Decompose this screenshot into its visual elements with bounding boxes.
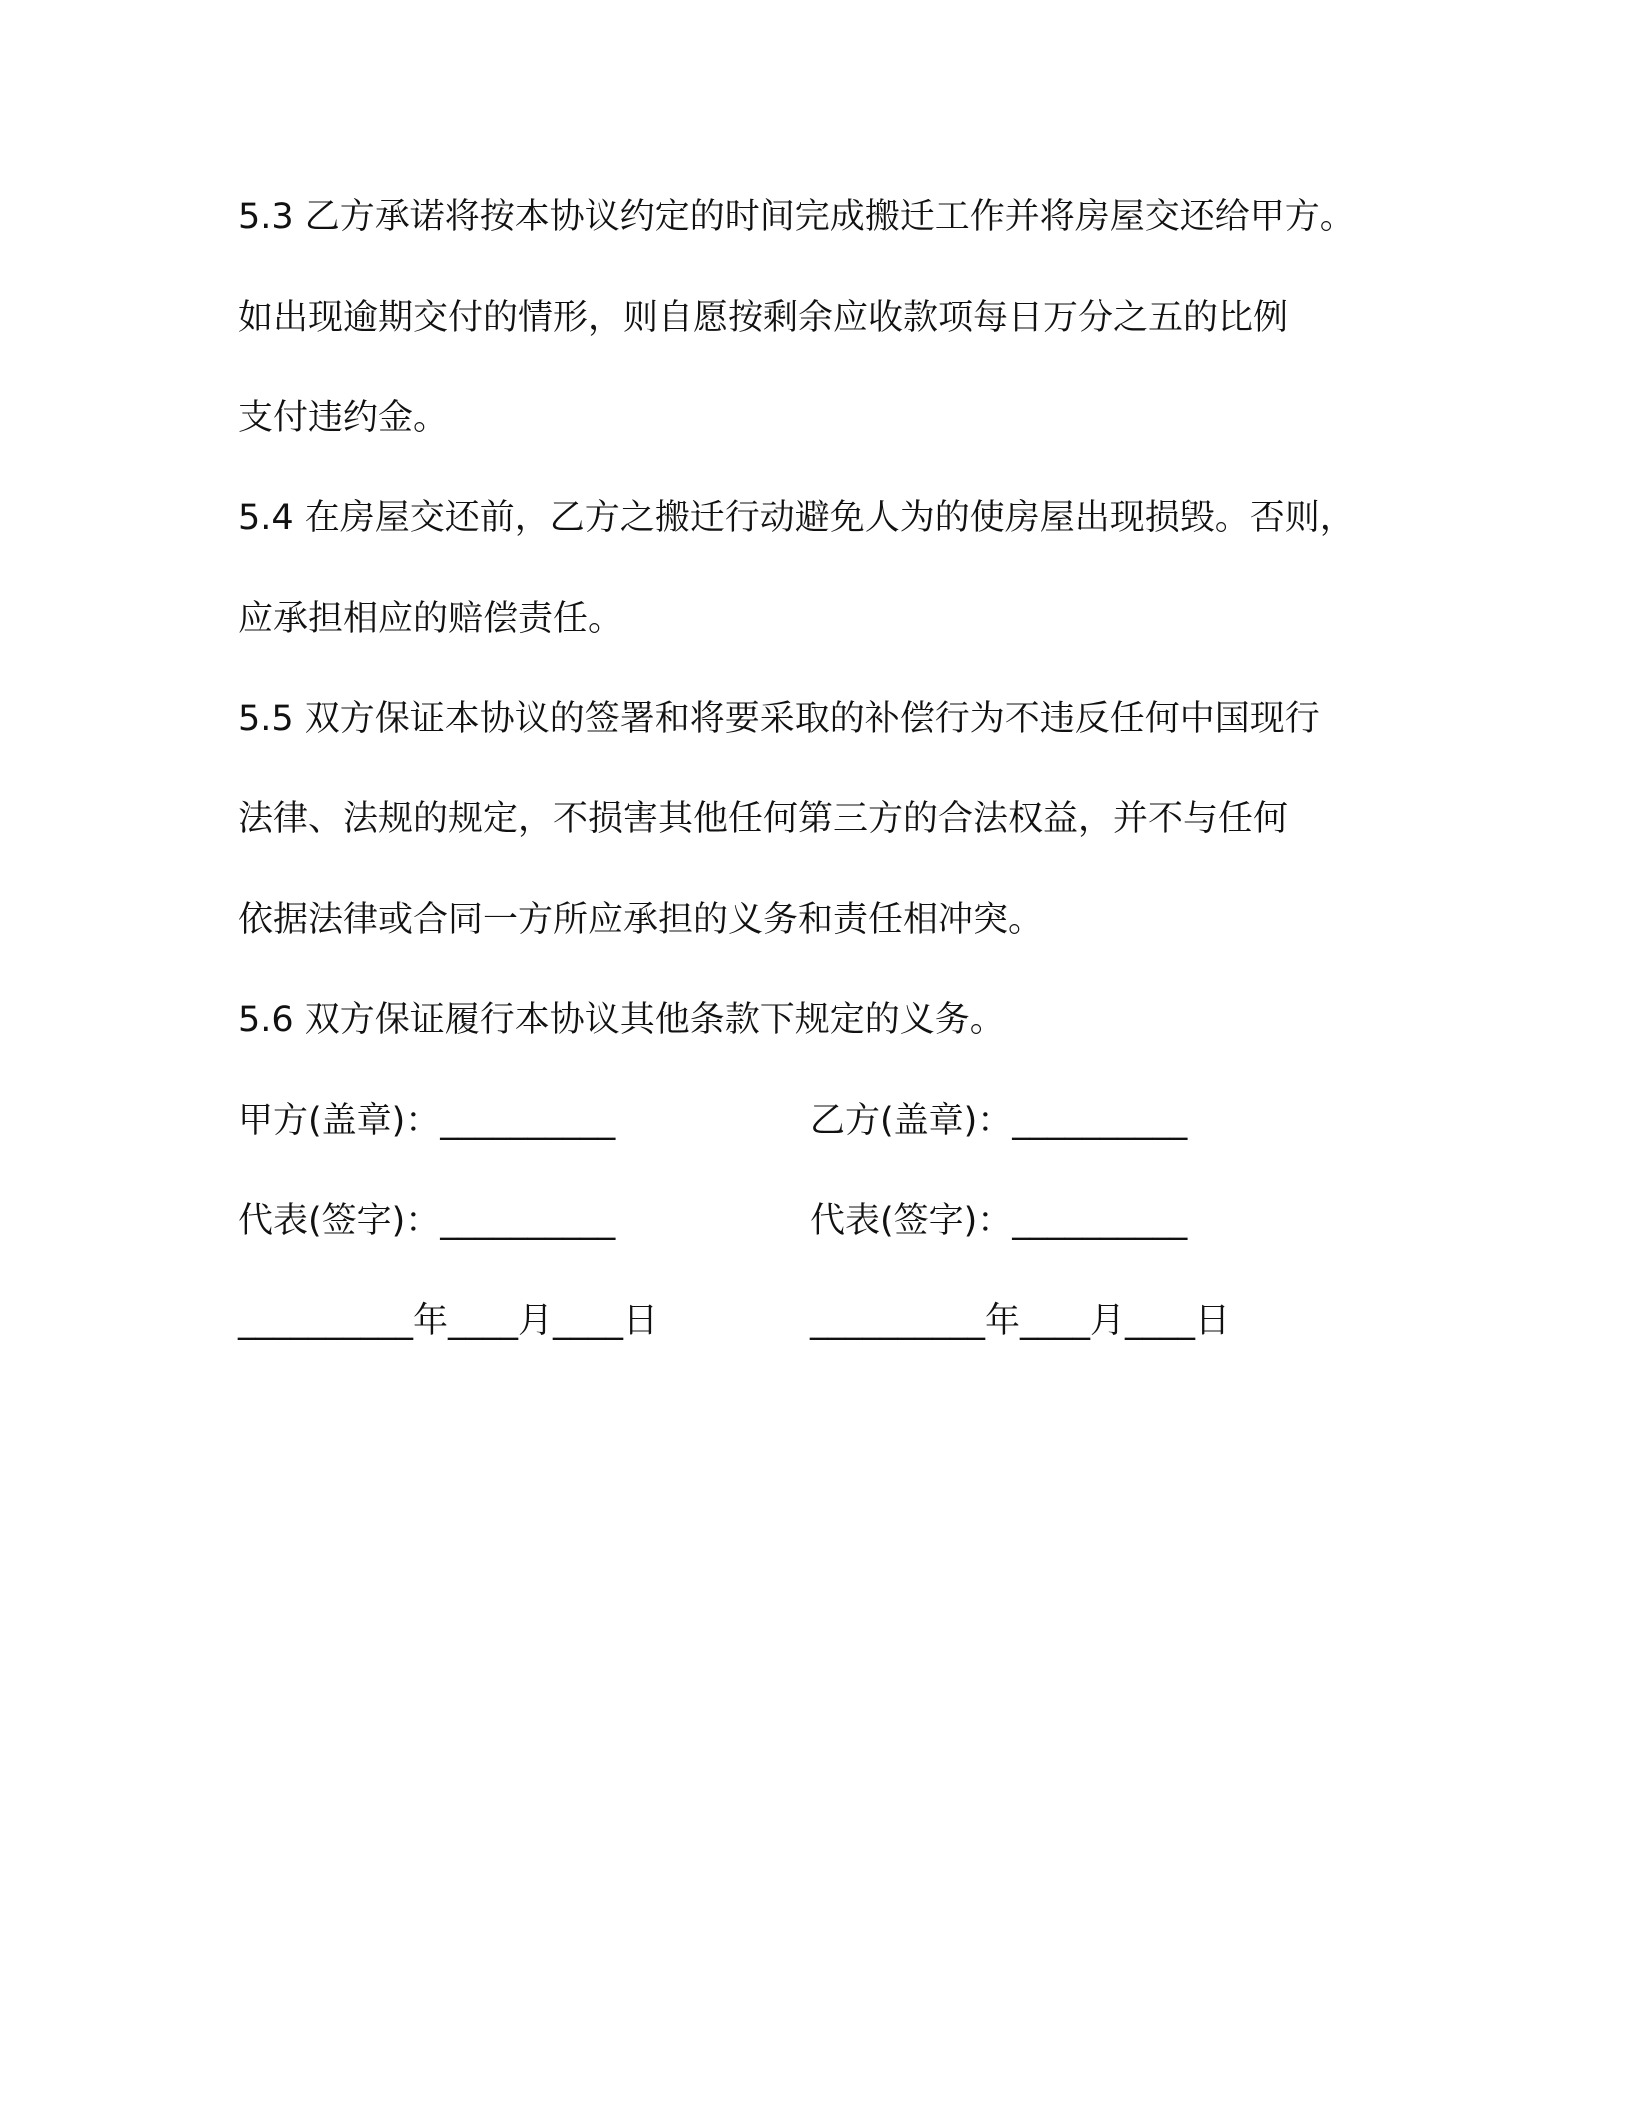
clause-5-4-line-1: 5.4 在房屋交还前，乙方之搬迁行动避免人为的使房屋出现损毁。否则， [238,498,1355,538]
seal-row [238,1096,1398,1146]
party-a-date-field: __________年____月____日 [238,1301,659,1341]
party-a-seal-field: 甲方(盖章)：__________ [238,1101,616,1141]
party-b-representative-field: 代表(签字)：__________ [810,1201,1188,1241]
party-b-date-field: __________年____月____日 [810,1301,1231,1341]
clause-5-6-line-1: 5.6 双方保证履行本协议其他条款下规定的义务。 [238,1000,1005,1040]
clause-5-5-line-1: 5.5 双方保证本协议的签署和将要采取的补偿行为不违反任何中国现行 [238,699,1320,739]
clause-5-3-line-2: 如出现逾期交付的情形，则自愿按剩余应收款项每日万分之五的比例 [238,298,1289,338]
clause-5-3-line-3: 支付违约金。 [238,398,449,438]
date-row [238,1296,1398,1346]
party-b-seal-field: 乙方(盖章)：__________ [810,1101,1188,1141]
party-a-representative-field: 代表(签字)：__________ [238,1201,616,1241]
clause-5-3-line-1: 5.3 乙方承诺将按本协议约定的时间完成搬迁工作并将房屋交还给甲方。 [238,197,1355,237]
clause-5-5-line-3: 依据法律或合同一方所应承担的义务和责任相冲突。 [238,900,1044,940]
clause-5-4-line-2: 应承担相应的赔偿责任。 [238,599,624,639]
representative-row [238,1196,1398,1246]
clause-5-5-line-2: 法律、法规的规定，不损害其他任何第三方的合法权益，并不与任何 [238,799,1289,839]
